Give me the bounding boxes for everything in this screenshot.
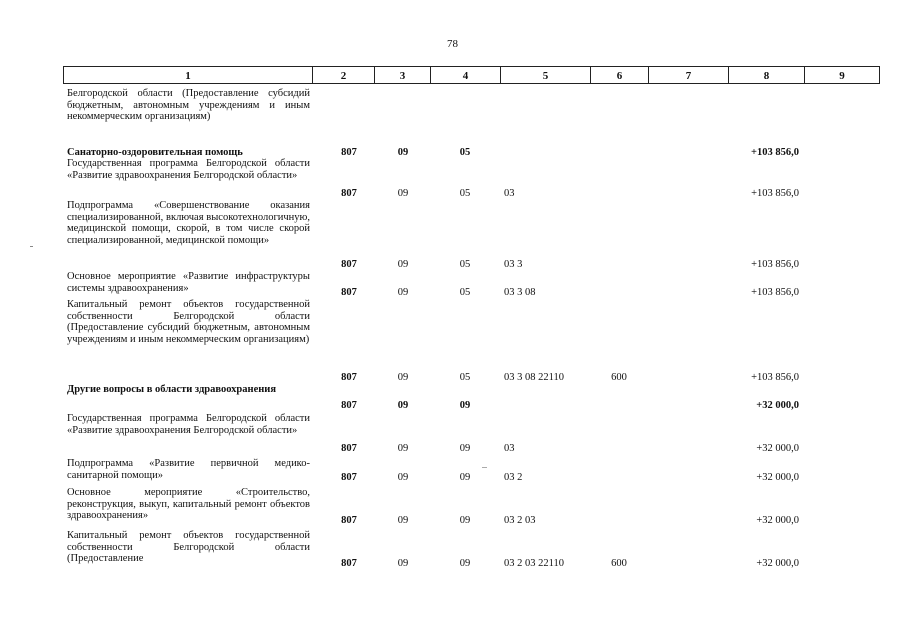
cell-target-article: 03 2 [504,472,523,483]
cell-amount: +103 856,0 [751,372,799,383]
header-col-8: 8 [728,66,805,84]
cell-ministry: 807 [341,188,357,199]
header-col-5: 5 [500,66,591,84]
cell-section: 09 [397,472,409,483]
row-description: Другие вопросы в области здравоохранения [67,384,277,395]
row-description: Подпрограмма «Совершенствование оказания специализированной, включая высокотехнологичную, медицинской помощи, скорой, в том числе скорой специализированной, медицинской помощи» [67,200,310,246]
cell-ministry: 807 [341,515,357,526]
header-col-9: 9 [804,66,880,84]
cell-subsection: 05 [459,372,471,383]
cell-target-article: 03 2 03 22110 [504,558,564,569]
cell-section: 09 [397,259,409,270]
row-description: Основное мероприятие «Развитие инфраструктуры системы здравоохранения» [67,271,310,294]
cell-subsection: 09 [459,443,471,454]
header-col-6: 6 [590,66,649,84]
cell-expense-type: 600 [611,558,627,569]
header-col-2: 2 [312,66,375,84]
row-description: Основное мероприятие «Строительство, реконструкция, выкуп, капитальный ремонт объектов здравоохранения» [67,487,310,522]
row-description: Подпрограмма «Развитие первичной медико-санитарной помощи» [67,458,310,481]
row-description: Государственная программа Белгородской области «Развитие здравоохранения Белгородской области» [67,158,310,181]
row-description: Капитальный ремонт объектов государственной собственности Белгородской области (Предоставление субсидий бюджетным, автономным учреждениям и иным некоммерческим организациям) [67,299,310,345]
cell-ministry: 807 [341,443,357,454]
cell-section: 09 [397,287,409,298]
row-description: Белгородской области (Предоставление субсидий бюджетным, автономным учреждениям и иным некоммерческим организациям) [67,88,310,123]
row-description: Государственная программа Белгородской области «Развитие здравоохранения Белгородской области» [67,413,310,436]
cell-target-article: 03 [504,443,515,454]
cell-target-article: 03 3 08 22110 [504,372,564,383]
cell-target-article: 03 2 03 [504,515,536,526]
row-description: Санаторно-оздоровительная помощь [67,147,243,158]
header-col-3: 3 [374,66,431,84]
cell-amount: +103 856,0 [751,287,799,298]
cell-section: 09 [397,515,409,526]
cell-target-article: 03 3 [504,259,523,270]
cell-amount: +103 856,0 [751,147,799,158]
scan-speck [30,246,33,247]
cell-amount: +32 000,0 [756,515,799,526]
cell-ministry: 807 [341,147,357,158]
cell-subsection: 05 [459,259,471,270]
table-header [63,66,880,86]
cell-section: 09 [397,147,409,158]
cell-amount: +32 000,0 [756,400,799,411]
cell-amount: +103 856,0 [751,188,799,199]
cell-subsection: 09 [459,558,471,569]
cell-ministry: 807 [341,372,357,383]
cell-amount: +32 000,0 [756,472,799,483]
cell-section: 09 [397,558,409,569]
header-col-1: 1 [63,66,313,84]
cell-section: 09 [397,443,409,454]
cell-ministry: 807 [341,472,357,483]
cell-amount: +103 856,0 [751,259,799,270]
cell-subsection: 09 [459,515,471,526]
cell-amount: +32 000,0 [756,558,799,569]
cell-target-article: 03 [504,188,515,199]
cell-section: 09 [397,188,409,199]
cell-subsection: 05 [459,287,471,298]
cell-ministry: 807 [341,400,357,411]
cell-ministry: 807 [341,558,357,569]
cell-expense-type: 600 [611,372,627,383]
cell-ministry: 807 [341,259,357,270]
scan-speck [482,467,487,468]
cell-section: 09 [397,400,409,411]
cell-target-article: 03 3 08 [504,287,536,298]
cell-ministry: 807 [341,287,357,298]
cell-subsection: 05 [459,188,471,199]
cell-subsection: 09 [459,472,471,483]
page-number: 78 [447,38,458,50]
header-col-4: 4 [430,66,501,84]
cell-amount: +32 000,0 [756,443,799,454]
cell-subsection: 09 [459,400,471,411]
cell-subsection: 05 [459,147,471,158]
header-col-7: 7 [648,66,729,84]
cell-section: 09 [397,372,409,383]
row-description: Капитальный ремонт объектов государственной собственности Белгородской области (Предоставление [67,530,310,565]
